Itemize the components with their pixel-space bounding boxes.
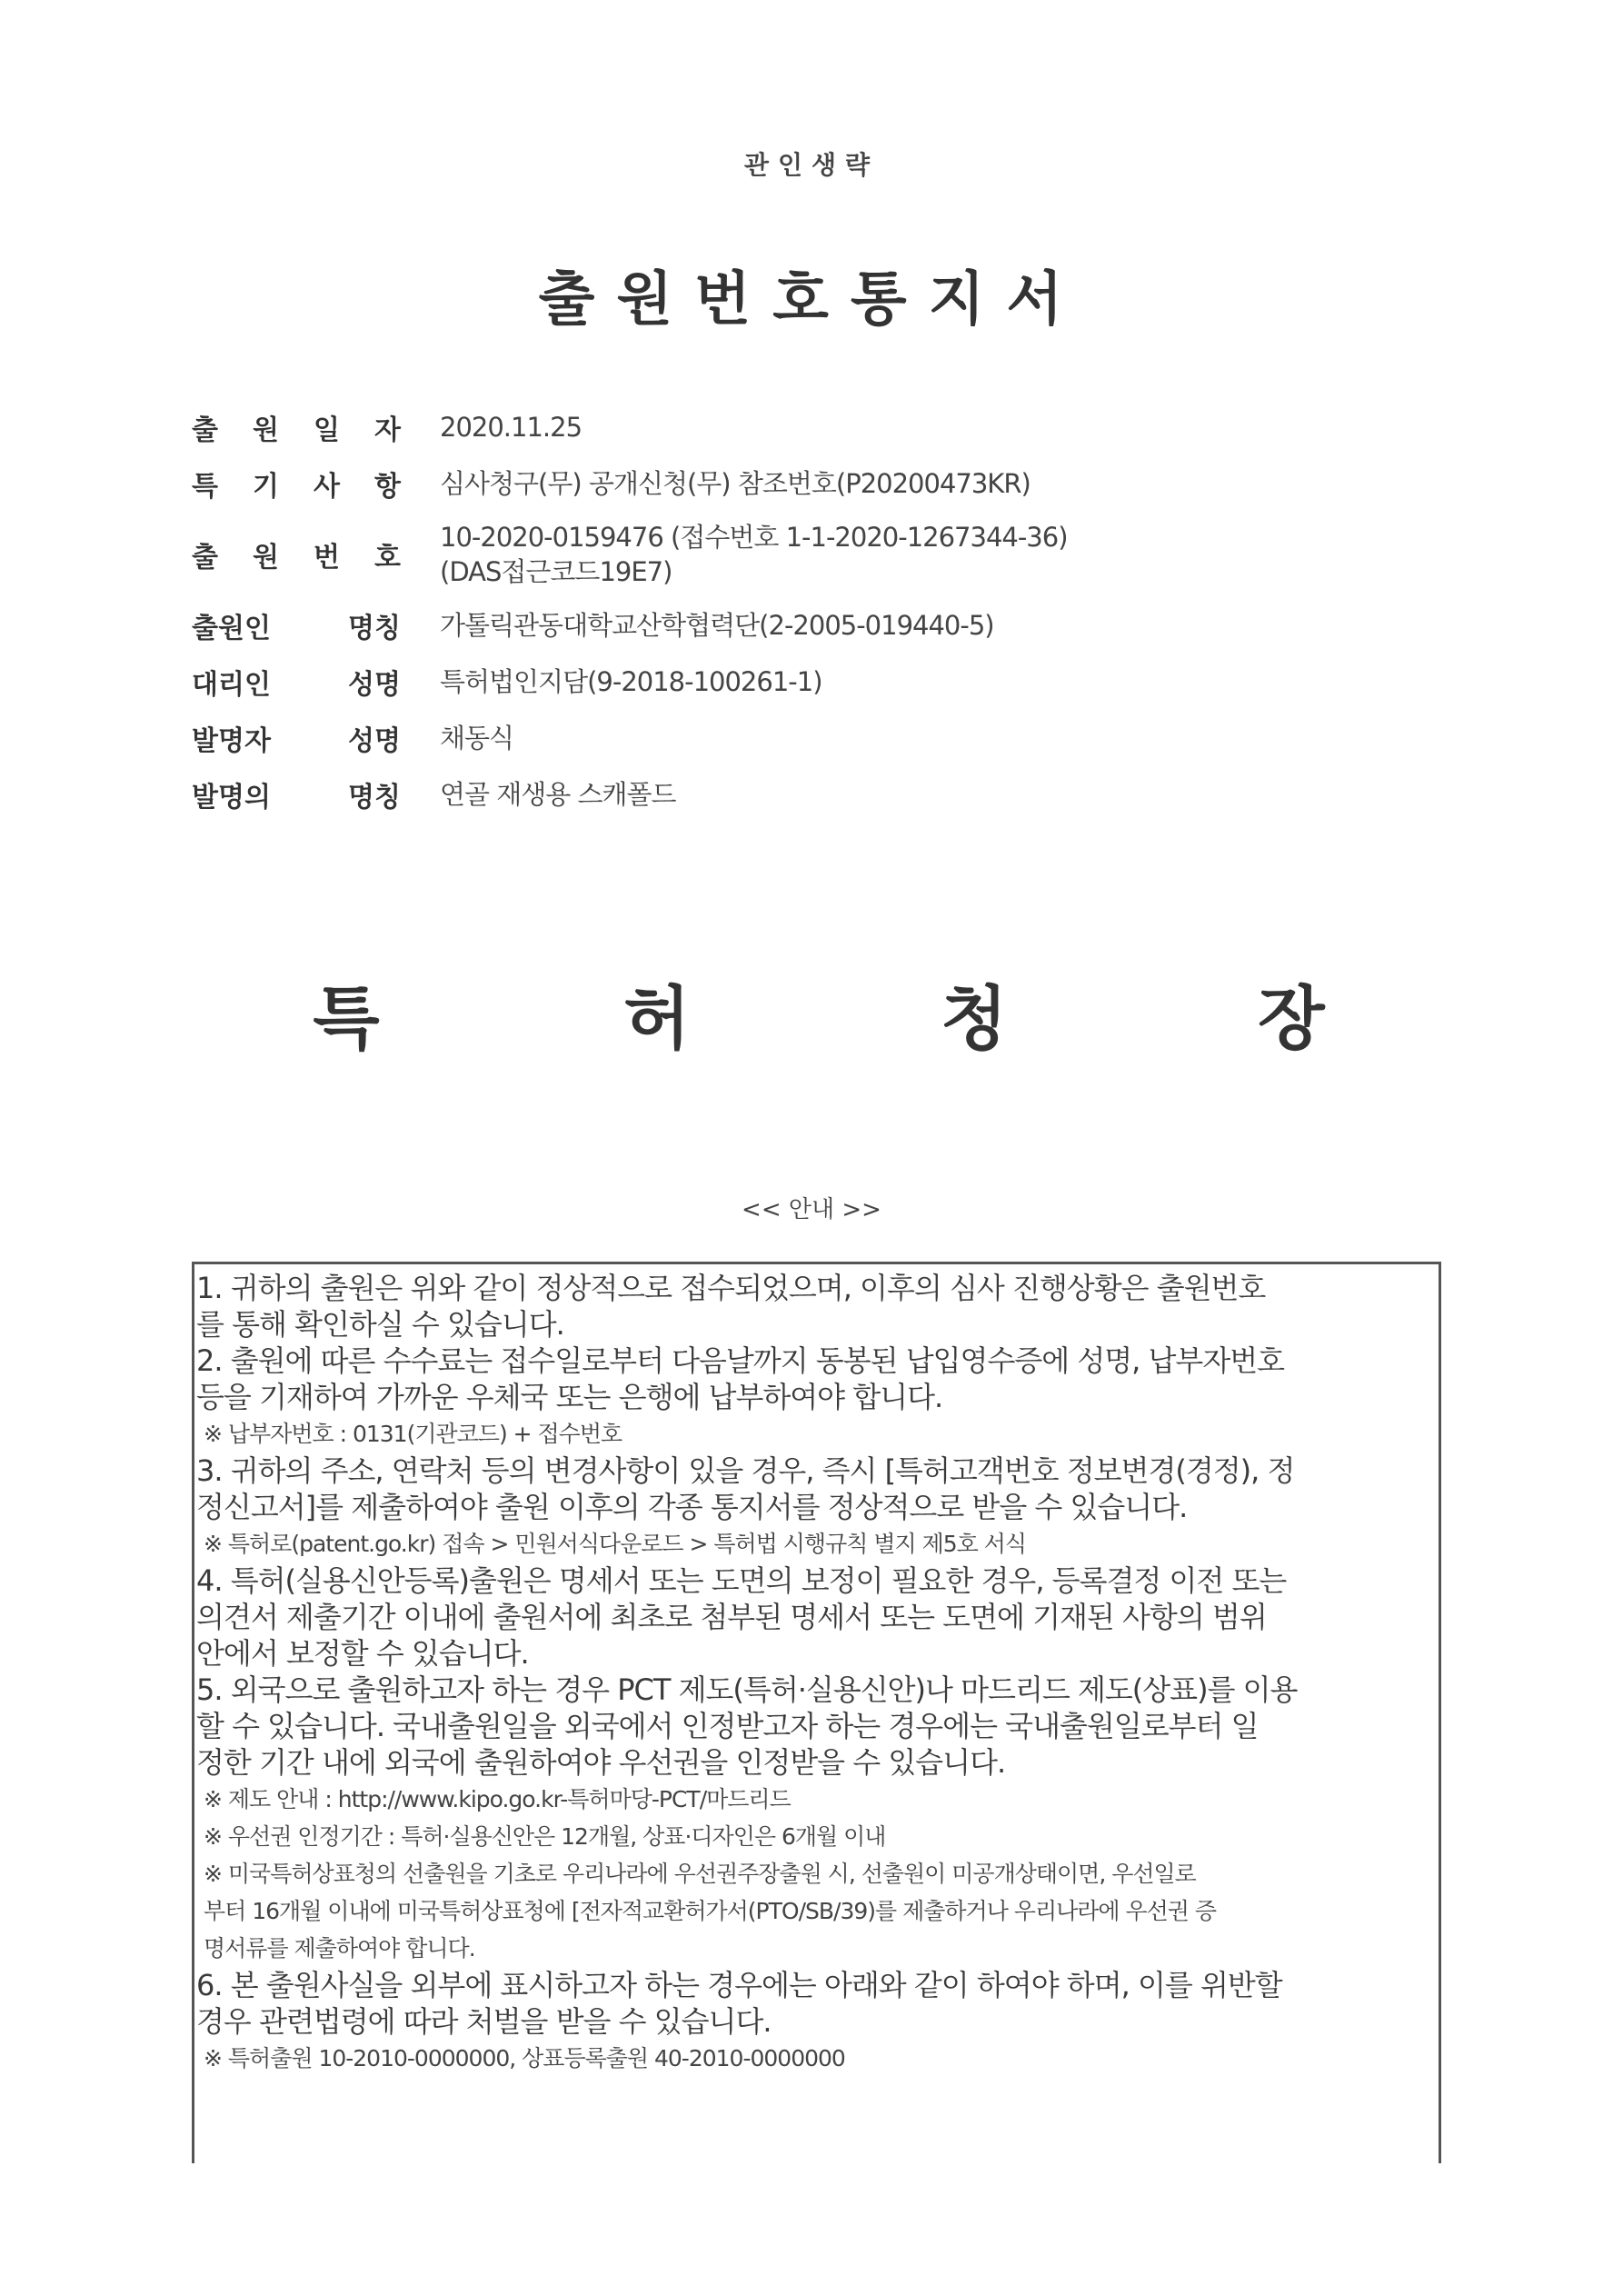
info-row xyxy=(192,662,1464,702)
guide-note: ※ 납부자번호 : 0131(기관코드) + 접수번호 xyxy=(204,1421,622,1447)
guide-paragraph-line: 의견서 제출기간 이내에 출원서에 최초로 첨부된 명세서 또는 도면에 기재된 사항의 범위 xyxy=(196,1600,1267,1634)
guide-note: ※ 특허출원 10-2010-0000000, 상표등록출원 40-2010-0000000 xyxy=(204,2045,845,2071)
info-label: 발명자 성명 xyxy=(192,725,401,757)
info-row xyxy=(192,774,1464,814)
guide-paragraph-line: 경우 관련법령에 따라 처벌을 받을 수 있습니다. xyxy=(196,2004,772,2039)
guide-paragraph-line: 4. 특허(실용신안등록)출원은 명세서 또는 도면의 보정이 필요한 경우, 등록결정 이전 또는 xyxy=(196,1563,1287,1598)
info-value-line: 가톨릭관동대학교산학협력단(2-2005-019440-5) xyxy=(440,610,994,641)
info-value-line: 2020.11.25 xyxy=(440,412,582,443)
info-value-line: (DAS접근코드19E7) xyxy=(440,556,672,587)
issuer-char: 특 xyxy=(313,978,380,1059)
info-row xyxy=(192,605,1464,645)
info-label: 출 원 번 호 xyxy=(192,542,401,574)
seal-omitted-note: 관인생략 xyxy=(743,150,880,180)
guide-paragraph-line: 2. 출원에 따른 수수료는 접수일로부터 다음날까지 동봉된 납입영수증에 성명, 납부자번호 xyxy=(196,1343,1285,1378)
guide-paragraph-line: 안에서 보정할 수 있습니다. xyxy=(196,1636,529,1671)
guide-note: ※ 미국특허상표청의 선출원을 기초로 우리나라에 우선권주장출원 시, 선출원이 미공개상태이면, 우선일로 xyxy=(204,1861,1196,1887)
info-label: 발명의 명칭 xyxy=(192,782,401,814)
guide-paragraph-line: 를 통해 확인하실 수 있습니다. xyxy=(196,1307,564,1342)
info-value xyxy=(440,721,513,755)
info-value-line: 특허법인지담(9-2018-100261-1) xyxy=(440,666,822,697)
info-value xyxy=(440,664,822,699)
issuer-name xyxy=(0,963,1623,1059)
guide-paragraph-line: 정한 기간 내에 외국에 출원하여야 우선권을 인정받을 수 있습니다. xyxy=(196,1745,1006,1780)
info-value xyxy=(440,608,994,643)
info-value xyxy=(440,777,676,812)
guide-paragraph-line: 5. 외국으로 출원하고자 하는 경우 PCT 제도(특허·실용신안)나 마드리드 제도(상표)를 이용 xyxy=(196,1672,1298,1707)
guide-note: 명서류를 제출하여야 합니다. xyxy=(204,1935,475,1962)
info-label: 출 원 일 자 xyxy=(192,414,401,446)
guide-paragraph-line: 3. 귀하의 주소, 연락처 등의 변경사항이 있을 경우, 즉시 [특허고객번호 정보변경(경정), 정 xyxy=(196,1453,1295,1488)
guide-note: ※ 우선권 인정기간 : 특허·실용신안은 12개월, 상표·디자인은 6개월 이내 xyxy=(204,1823,886,1850)
info-label: 대리인 성명 xyxy=(192,669,401,701)
guide-heading: << 안내 >> xyxy=(742,1196,881,1223)
guide-note: ※ 특허로(patent.go.kr) 접속 > 민원서식다운로드 > 특허법 시행규칙 별지 제5호 서식 xyxy=(204,1531,1027,1557)
guide-box xyxy=(192,1262,1441,2163)
info-value xyxy=(440,466,1031,501)
info-value-line: 채동식 xyxy=(440,723,514,754)
guide-paragraph-line: 등을 기재하여 가까운 우체국 또는 은행에 납부하여야 합니다. xyxy=(196,1380,943,1414)
issuer-char: 청 xyxy=(941,978,1008,1059)
issuer-char: 장 xyxy=(1258,978,1325,1059)
info-value-line: 심사청구(무) 공개신청(무) 참조번호(P20200473KR) xyxy=(440,468,1031,499)
info-value-line: 연골 재생용 스캐폴드 xyxy=(440,779,676,810)
guide-paragraph-line: 정신고서]를 제출하여야 출원 이후의 각종 통지서를 정상적으로 받을 수 있습니다. xyxy=(196,1490,1188,1524)
application-info xyxy=(192,407,1464,831)
info-value xyxy=(440,520,1068,589)
guide-paragraph-line: 할 수 있습니다. 국내출원일을 외국에서 인정받고자 하는 경우에는 국내출원일로부터 일 xyxy=(196,1709,1259,1743)
info-label: 특 기 사 항 xyxy=(192,471,401,503)
info-label: 출원인 명칭 xyxy=(192,613,401,644)
info-value xyxy=(440,410,582,444)
info-row xyxy=(192,520,1464,589)
info-row xyxy=(192,407,1464,447)
info-value-line: 10-2020-0159476 (접수번호 1-1-2020-1267344-36) xyxy=(440,522,1068,553)
guide-note: 부터 16개월 이내에 미국특허상표청에 [전자적교환허가서(PTO/SB/39)를 제출하거나 우리나라에 우선권 증 xyxy=(204,1898,1217,1924)
guide-paragraph-line: 6. 본 출원사실을 외부에 표시하고자 하는 경우에는 아래와 같이 하여야 하며, 이를 위반할 xyxy=(196,1968,1282,2002)
document-title: 출원번호통지서 xyxy=(538,266,1085,334)
issuer-char: 허 xyxy=(623,978,691,1059)
guide-note: ※ 제도 안내 : http://www.kipo.go.kr-특허마당-PCT/마드리드 xyxy=(204,1786,791,1812)
info-row xyxy=(192,464,1464,504)
guide-paragraph-line: 1. 귀하의 출원은 위와 같이 정상적으로 접수되었으며, 이후의 심사 진행상황은 출원번호 xyxy=(196,1271,1266,1305)
info-row xyxy=(192,718,1464,758)
